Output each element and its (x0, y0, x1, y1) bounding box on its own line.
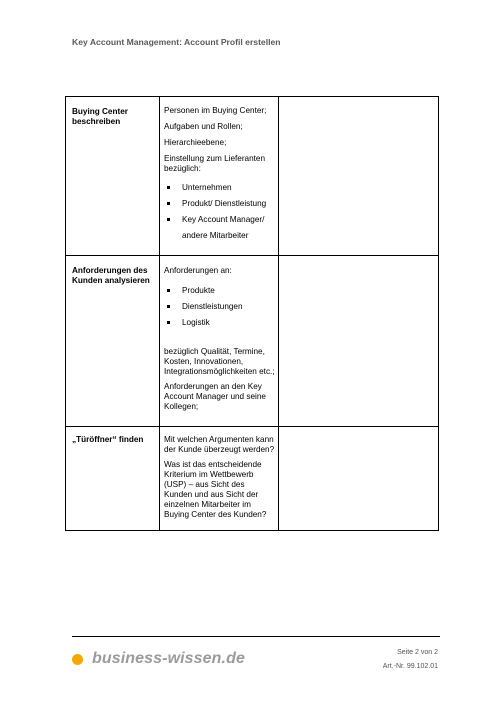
brand-name: business-wissen.de (92, 650, 245, 667)
list-item: Produkte (164, 286, 275, 296)
cell-text: Mit welchen Argumenten kann der Kunde überzeugt werden? (164, 435, 275, 454)
cell-text: Einstellung zum Lieferanten bezüglich: (164, 154, 266, 173)
table-row (66, 256, 439, 427)
table-row (66, 97, 439, 256)
cell-text: Anforderungen an: (164, 266, 232, 275)
footer-divider (72, 636, 440, 637)
list-item: Unternehmen (164, 183, 275, 193)
row-label: Buying Center beschreiben (72, 107, 128, 126)
article-number: Art.-Nr. 99.102.01 (382, 663, 438, 670)
row-label: Anforderungen des Kunden analysieren (72, 266, 150, 285)
row-label: „Türöffner“ finden (72, 435, 144, 444)
list-item-continuation: andere Mitarbeiter (182, 231, 249, 240)
list-item: Dienstleistungen (164, 302, 275, 312)
cell-text: Aufgaben und Rollen; (164, 122, 243, 131)
bullet-list (164, 183, 275, 225)
account-profile-table (65, 96, 439, 531)
cell-text: bezüglich Qualität, Termine, Kosten, Innovationen, Integrationsmöglichkeiten etc.; (164, 347, 275, 376)
cell-text: Anforderungen an den Key Account Manager und seine Kollegen; (164, 382, 266, 411)
logo-dot-icon (72, 654, 83, 665)
cell-text: Personen im Buying Center; (164, 106, 267, 115)
list-item: Key Account Manager/ (164, 215, 275, 225)
bullet-list (164, 286, 275, 328)
list-item: Produkt/ Dienstleistung (164, 199, 275, 209)
page-header-title: Key Account Management: Account Profil erstellen (72, 37, 281, 47)
brand-logo (72, 650, 245, 668)
cell-text: Was ist das entscheidende Kriterium im Wettbewerb (USP) – aus Sicht des Kunden und aus Sicht der einzelnen Mitarbeiter im Buying Center des Kunden? (164, 460, 267, 519)
cell-text: Hierarchieebene; (164, 138, 227, 147)
page-number: Seite 2 von 2 (397, 649, 438, 656)
list-item: Logistik (164, 318, 275, 328)
table-row (66, 427, 439, 531)
footer-info (383, 646, 438, 674)
